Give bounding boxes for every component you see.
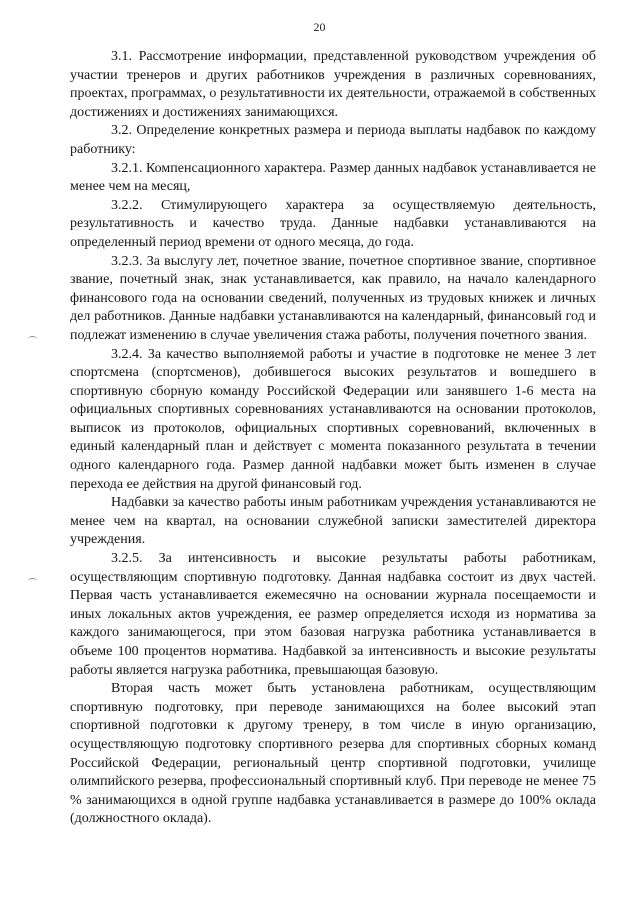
paragraph-3-2-1: 3.2.1. Компенсационного характера. Размер данных надбавок устанавливается не менее чем на месяц, xyxy=(70,160,596,195)
margin-binding-mark xyxy=(28,578,37,584)
paragraph-3-1: 3.1. Рассмотрение информации, представленной руководством учреждения об участии тренеров и других работников учреждения в различных соревнованиях, проектах, программах, о результативности их деятельности, отражаемой в собственных достижениях и достижениях занимающихся. xyxy=(70,49,596,120)
paragraph-3-2-3: 3.2.3. За выслугу лет, почетное звание, почетное спортивное звание, спортивное звание, почетный знак, знак устанавливается, как правило, на начало календарного финансового года на основании сведений, полученных из трудовых книжек и личных дел работников. Данные надбавки устанавливаются на календарный, финансовый год и подлежат изменению в случае увеличения стажа работы, получения почетного звания. xyxy=(70,253,596,343)
paragraph-second-part: Вторая часть может быть установлена работникам, осуществляющим спортивную подготовку, при переводе занимающихся на более высокий этап спортивной подготовки к другому тренеру, в том числе в иную организацию, осуществляющую подготовку спортивного резерва для спортивных сборных команд Российской Федерации, региональный центр спортивной подготовки, училище олимпийского резерва, профессиональный спортивный клуб. При переводе не менее 75 % занимающихся в одной группе надбавка устанавливается в размере до 100% оклада (должностного оклада). xyxy=(70,681,596,827)
paragraph-3-2-4: 3.2.4. За качество выполняемой работы и участие в подготовке не менее 3 лет спортсмена (спортсменов), добившегося высоких результатов и вошедшего в спортивную сборную команду Российской Федерации или занявшего 1-6 места на официальных спортивных соревнованиях устанавливаются на основании протоколов, выписок из протоколов, официальных спортивных соревнований, включенных в единый календарный план и действует с момента показанного результата в течении одного календарного года. Размер данной надбавки может быть изменен в случае перехода ее действия на другой финансовый год. xyxy=(70,346,596,492)
page-number: 20 xyxy=(313,20,326,34)
paragraph-3-2: 3.2. Определение конкретных размера и периода выплаты надбавок по каждому работнику: xyxy=(70,123,596,157)
paragraph-3-2-2: 3.2.2. Стимулирующего характера за осуществляемую деятельность, результативность и качество труда. Данные надбавки устанавливаются на определенный период времени от одного месяца, до года. xyxy=(70,197,596,250)
margin-binding-mark xyxy=(28,336,37,342)
paragraph-quality-allowances: Надбавки за качество работы иным работникам учреждения устанавливаются не менее чем на квартал, на основании служебной записки заместителей директора учреждения. xyxy=(70,495,596,548)
paragraph-3-2-5: 3.2.5. За интенсивность и высокие результаты работы работникам, осуществляющим спортивную подготовку. Данная надбавка состоит из двух частей. Первая часть устанавливается ежемесячно на основании журнала посещаемости и иных локальных актов учреждения, ее размер определяется исходя из норматива за каждого занимающегося, при этом базовая нагрузка работника устанавливается в объеме 100 процентов норматива. Надбавкой за интенсивность и высокие результаты работы является нагрузка работника, превышающая базовую. xyxy=(70,551,596,678)
document-body xyxy=(70,48,596,829)
